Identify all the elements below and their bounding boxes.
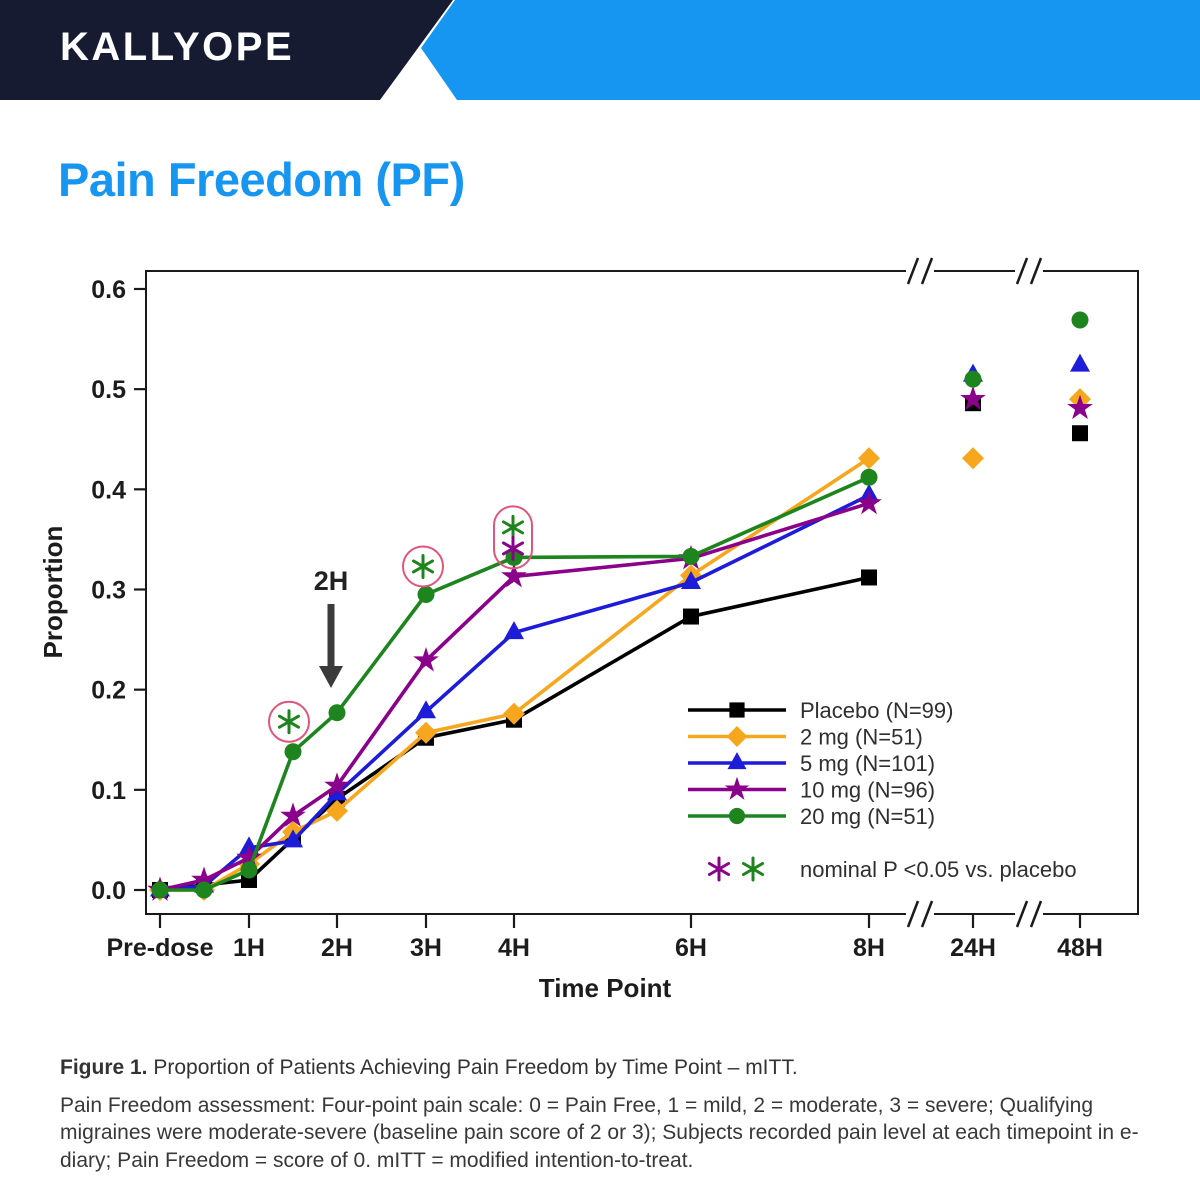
x-tick-label: 6H [675,934,707,962]
axis-break-gap [906,898,934,930]
square-marker [729,702,744,717]
x-tick-label: 1H [233,934,265,962]
series-2-mg [149,388,1091,901]
y-tick-label: 0.1 [91,776,126,805]
circle-marker [329,704,346,721]
triangle-marker [728,752,747,769]
brand-logo: KALLYOPE [60,25,295,69]
square-marker [861,569,877,585]
arrow-down-icon [319,666,343,688]
x-tick-label: 3H [410,934,442,962]
axis-break-gap [1015,255,1043,287]
axis-break-gap [1015,898,1043,930]
legend-significance-note: nominal P <0.05 vs. placebo [800,857,1077,882]
diamond-marker [727,726,748,747]
y-tick-label: 0.6 [91,275,126,304]
x-tick-label: 8H [853,934,885,962]
figure-title: Proportion of Patients Achieving Pain Freedom by Time Point – mITT. [153,1056,798,1079]
legend [688,698,1077,882]
square-marker [1072,425,1088,441]
x-tick-label: 48H [1057,934,1103,962]
page-title: Pain Freedom (PF) [58,153,465,206]
x-axis-title: Time Point [538,973,672,1003]
x-axis [107,914,1103,962]
circle-marker [965,371,982,388]
circle-marker [196,882,213,899]
diamond-marker [858,447,880,469]
legend-label: 5 mg (N=101) [800,751,936,776]
circle-marker [241,861,258,878]
y-tick-label: 0.0 [91,877,126,905]
x-tick-label: 4H [498,934,530,962]
y-tick-label: 0.2 [91,676,126,705]
figure-caption [60,1056,1150,1080]
triangle-marker [416,700,436,718]
axis-break-gap [906,255,934,287]
legend-label: 2 mg (N=51) [800,724,923,750]
y-tick-label: 0.3 [91,576,126,605]
annotations [269,506,532,741]
legend-label: 20 mg (N=51) [800,804,936,829]
arrow-label: 2H [313,566,349,596]
y-tick-label: 0.4 [91,476,126,505]
y-tick-label: 0.5 [91,376,126,405]
circle-marker [1072,312,1089,329]
y-axis-title: Proportion [38,525,68,659]
series-10-mg [147,386,1093,901]
legend-label: 10 mg (N=96) [800,777,936,803]
circle-marker [285,743,302,760]
figure-caption-body: Pain Freedom assessment: Four-point pain scale: 0 = Pain Free, 1 = mild, 2 = moderate, 3 = severe; Qualifying migraines were moderate-severe (baseline pain score of 2 or 3); Subjects recorded pain level at each timepoint in e-diary; Pain Freedom = score of 0. mITT = modified intention-to-treat. [60,1094,1139,1172]
x-tick-label: 24H [950,934,996,962]
timepoint-arrow-annotation [314,566,349,688]
square-marker [683,609,699,625]
circle-marker [861,469,878,486]
x-tick-label: Pre-dose [106,934,214,962]
figure-label: Figure 1. [60,1056,148,1079]
circle-marker [729,808,745,824]
circle-marker [683,548,700,565]
y-axis [91,276,146,905]
diamond-marker [962,447,984,469]
circle-marker [152,882,169,899]
circle-marker [418,586,435,603]
star-marker [856,490,882,515]
x-tick-label: 2H [321,934,353,962]
legend-label: Placebo (N=99) [800,698,954,723]
triangle-marker [1070,354,1090,372]
